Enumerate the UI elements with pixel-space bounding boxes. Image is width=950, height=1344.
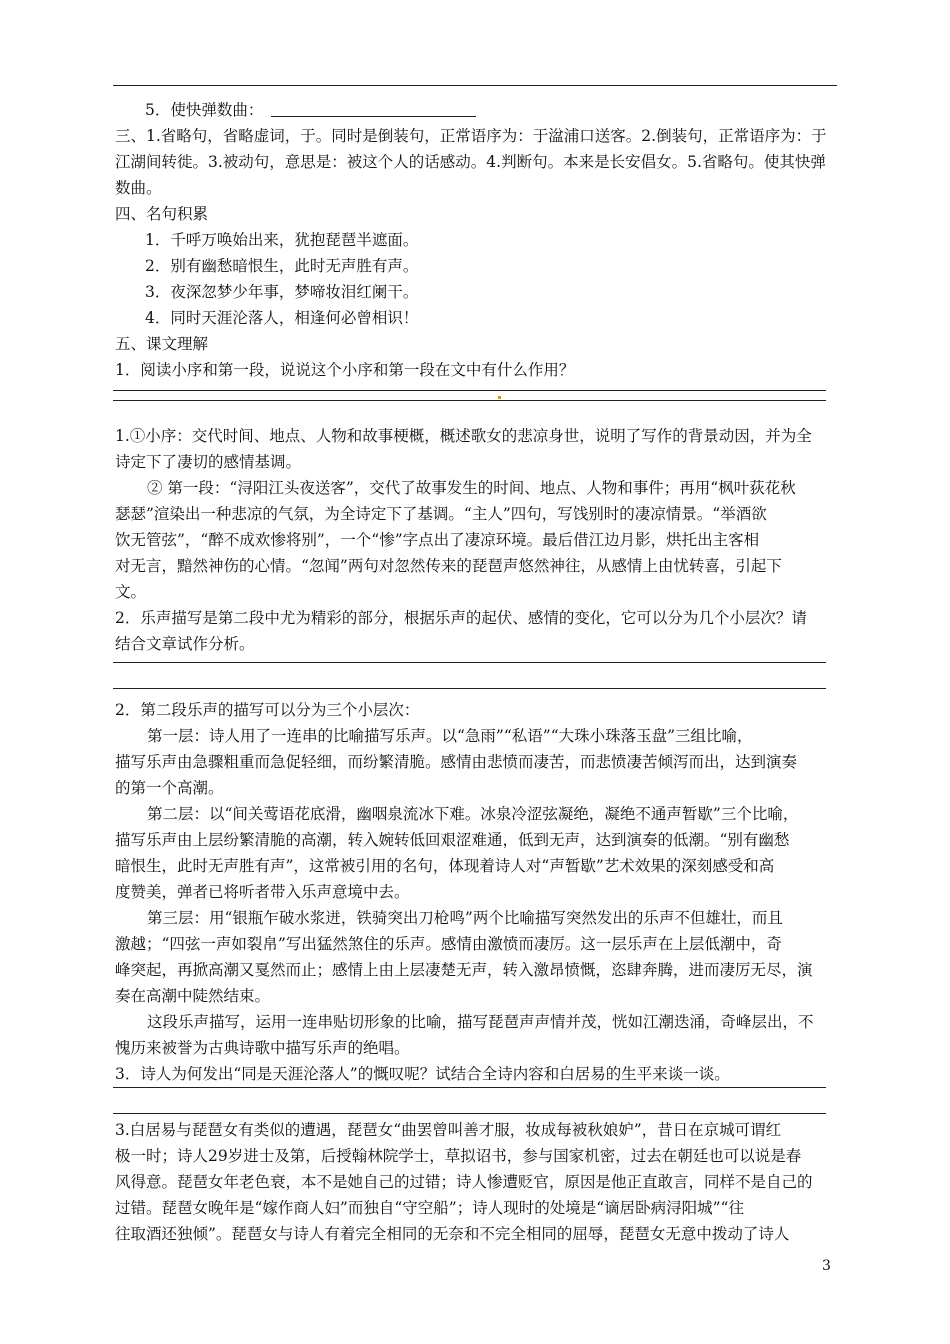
answers3-line: 江湖间转徙。3.被动句，意思是：被这个人的话感动。4.判断句。本来是长安倡女。5.省略句。使其快弹 xyxy=(115,153,826,171)
answer-3-line: 极一时；诗人29岁进士及第，后授翰林院学士，草拟诏书，参与国家机密，过去在朝廷也可以说是春 xyxy=(115,1147,802,1165)
question-3: 3．诗人为何发出“同是天涯沦落人”的慨叹呢？试结合全诗内容和白居易的生平来谈一谈。 xyxy=(115,1065,730,1083)
question-2-line: 2．乐声描写是第二段中尤为精彩的部分，根据乐声的起伏、感情的变化，它可以分为几个小层次？请 xyxy=(115,609,807,627)
answer-line xyxy=(113,662,826,663)
quote-item: 4．同时天涯沦落人，相逢何必曾相识！ xyxy=(145,309,419,327)
answer-2-line: 描写乐声由急骤粗重而急促轻细，而纷繁清脆。感情由悲愤而凄苦，而悲愤凄苦倾泻而出，达到演奏 xyxy=(115,753,798,771)
answer-2-line: 描写乐声由上层纷繁清脆的高潮，转入婉转低回艰涩难通，低到无声，达到演奏的低潮。“别有幽愁 xyxy=(115,831,790,849)
answer-2-line: 第二层：以“间关莺语花底滑，幽咽泉流冰下难。冰泉冷涩弦凝绝，凝绝不通声暂歇”三个比喻， xyxy=(147,805,799,823)
answer-2-line: 的第一个高潮。 xyxy=(115,779,224,797)
item5-line xyxy=(145,97,865,123)
answer-line xyxy=(113,1113,826,1114)
answer-2-line: 峰突起，再掀高潮又戛然而止；感情上由上层凄楚无声，转入激昂愤慨，恣肆奔腾，进而凄厉无尽，演 xyxy=(115,961,813,979)
answer-2-line: 第一层：诗人用了一连串的比喻描写乐声。以“急雨”“私语”“大珠小珠落玉盘”三组比喻， xyxy=(147,727,753,745)
yellow-dot xyxy=(498,396,501,399)
answer-1-line: 诗定下了凄切的感情基调。 xyxy=(115,453,302,471)
answer-2-line: 度赞美，弹者已将听者带入乐声意境中去。 xyxy=(115,883,410,901)
answers3-line: 数曲。 xyxy=(115,179,162,197)
answer-2-line: 2．第二段乐声的描写可以分为三个小层次： xyxy=(115,701,420,719)
answer-line xyxy=(113,390,826,391)
answer-2-line: 激越；“四弦一声如裂帛”写出猛然煞住的乐声。感情由激愤而凄厉。这一层乐声在上层低潮中，奇 xyxy=(115,935,782,953)
answer-line xyxy=(113,400,826,401)
section5-title: 五、课文理解 xyxy=(115,335,209,353)
answer-1-line: 瑟瑟”渲染出一种悲凉的气氛，为全诗定下了基调。“主人”四句，写饯别时的凄凉情景。“举酒欲 xyxy=(115,505,767,523)
question-1: 1．阅读小序和第一段，说说这个小序和第一段在文中有什么作用？ xyxy=(115,361,575,379)
answer-3-line: 3.白居易与琵琶女有类似的遭遇，琵琶女“曲罢曾叫善才服，妆成每被秋娘妒”，昔日在京城可谓红 xyxy=(115,1121,782,1139)
answer-1-line: ② 第一段：“浔阳江头夜送客”，交代了故事发生的时间、地点、人物和事件；再用“枫叶荻花秋 xyxy=(147,479,796,497)
answer-3-line: 过错。琵琶女晚年是“嫁作商人妇”而独自“守空船”；诗人现时的处境是“谪居卧病浔阳城”“往 xyxy=(115,1199,744,1217)
answer-2-line: 这段乐声描写，运用一连串贴切形象的比喻，描写琵琶声声情并茂，恍如江潮迭涌，奇峰层出，不 xyxy=(147,1013,814,1031)
answer-2-line: 第三层：用“银瓶乍破水浆迸，铁骑突出刀枪鸣”两个比喻描写突然发出的乐声不但雄壮，而且 xyxy=(147,909,783,927)
answer-blank xyxy=(271,100,476,117)
question-2-line: 结合文章试作分析。 xyxy=(115,635,255,653)
answer-1-line: 文。 xyxy=(115,583,147,601)
answer-1-line: 1.①小序：交代时间、地点、人物和故事梗概，概述歌女的悲凉身世，说明了写作的背景动因，并为全 xyxy=(115,427,812,445)
answer-2-line: 奏在高潮中陡然结束。 xyxy=(115,987,271,1005)
answer-line xyxy=(113,688,826,689)
header-rule xyxy=(113,85,837,86)
answer-line xyxy=(113,1087,826,1088)
answer-1-line: 对无言，黯然神伤的心情。“忽闻”两句对忽然传来的琵琶声悠然神往，从感情上由忧转喜，引起下 xyxy=(115,557,782,575)
answer-3-line: 风得意。琵琶女年老色衰，本不是她自己的过错；诗人惨遭贬官，原因是他正直敢言，同样不是自己的 xyxy=(115,1173,813,1191)
answer-1-line: 饮无管弦”，“醉不成欢惨将别”，一个“惨”字点出了凄凉环境。最后借江边月影，烘托出主客相 xyxy=(115,531,760,549)
section4-title: 四、名句积累 xyxy=(115,205,209,223)
page-number: 3 xyxy=(822,1258,831,1274)
answer-2-line: 暗恨生，此时无声胜有声”，这常被引用的名句，体现着诗人对“声暂歇”艺术效果的深刻感受和高 xyxy=(115,857,775,875)
answers3-line: 三、1.省略句，省略虚词，于。同时是倒装句，正常语序为：于湓浦口送客。2.倒装句，正常语序为：于 xyxy=(115,127,827,145)
answer-2-line: 愧历来被誉为古典诗歌中描写乐声的绝唱。 xyxy=(115,1039,410,1057)
quote-item: 3．夜深忽梦少年事，梦啼妆泪红阑干。 xyxy=(145,283,419,301)
item5-text: 5．使快弹数曲： xyxy=(145,101,264,119)
answer-3-line: 往取酒还独倾”。琵琶女与诗人有着完全相同的无奈和不完全相同的屈辱，琵琶女无意中拨动了诗人 xyxy=(115,1225,790,1243)
quote-item: 2．别有幽愁暗恨生，此时无声胜有声。 xyxy=(145,257,419,275)
quote-item: 1．千呼万唤始出来，犹抱琵琶半遮面。 xyxy=(145,231,419,249)
